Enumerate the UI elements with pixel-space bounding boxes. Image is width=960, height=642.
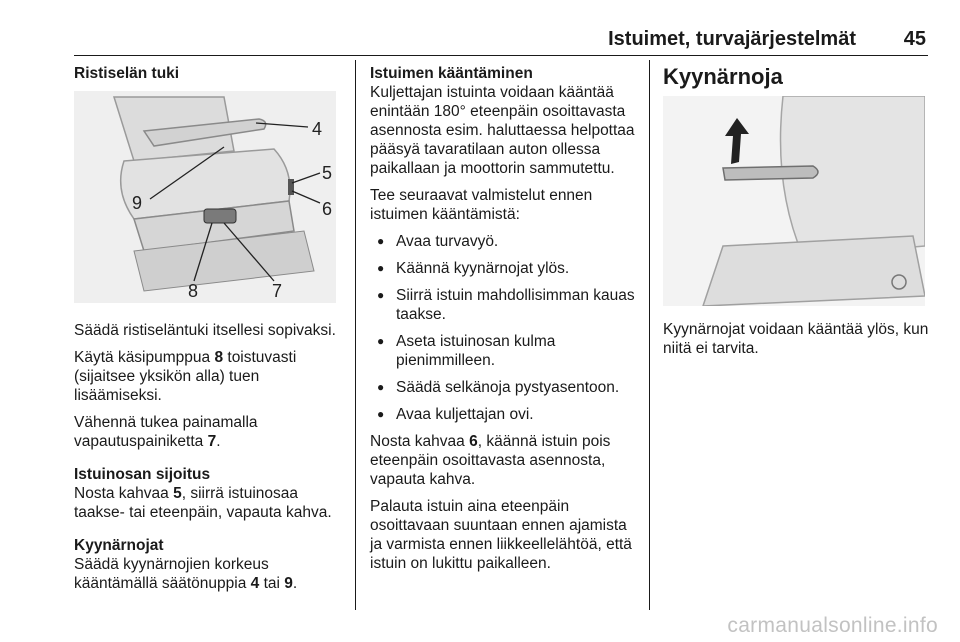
list-item: ● Siirrä istuin mahdollisimman kauas taakse. bbox=[370, 286, 638, 324]
ref-number-5: 5 bbox=[173, 485, 182, 502]
page-number: 45 bbox=[903, 28, 926, 50]
figure-label-5: 5 bbox=[322, 163, 333, 183]
seat-lumbar-figure bbox=[74, 91, 336, 303]
figure-label-9: 9 bbox=[132, 193, 143, 213]
armrest-text: Kyynärnojat voidaan kääntää ylös, kun niitä ei tarvita. bbox=[663, 321, 929, 357]
lumbar-pump bbox=[204, 209, 236, 223]
seat-handle bbox=[288, 179, 294, 195]
column-divider-2 bbox=[649, 60, 650, 610]
list-item: ● Käännä kyynärnojat ylös. bbox=[370, 259, 638, 278]
watermark: carmanualsonline.info bbox=[727, 614, 938, 637]
seat-rotation-heading: Istuimen kääntäminen bbox=[370, 65, 533, 82]
figure-label-7: 7 bbox=[272, 281, 283, 301]
armrest-heading: Kyynärnoja bbox=[663, 64, 783, 89]
text-span: Vähennä tukea painamalla vapautuspainiketta bbox=[74, 414, 258, 450]
ref-number-7: 7 bbox=[207, 433, 217, 450]
column-3 bbox=[663, 64, 931, 366]
seat-rotation-text-1: Kuljettajan istuinta voidaan kääntää enintään 180° eteenpäin osoittavasta asennosta esim. haluttaessa helpottaa pääsyä tavaratilaan auton ollessa paikallaan ja moottorin sammutettu. bbox=[370, 84, 635, 177]
ref-number-6: 6 bbox=[469, 433, 478, 450]
list-item: ● Aseta istuinosan kulma pienimmilleen. bbox=[370, 332, 638, 370]
armrest-figure bbox=[663, 96, 925, 306]
text-span: toistuvasti (sijaitsee yksikön alla) tuen lisäämiseksi. bbox=[74, 349, 297, 404]
seat-rotation-text-3 bbox=[370, 432, 638, 489]
text-span: . bbox=[292, 575, 298, 592]
text-span: Käytä käsipumppua bbox=[74, 349, 215, 366]
armrest bbox=[723, 166, 818, 180]
preparation-list bbox=[370, 232, 638, 424]
text-span: Nosta kahvaa bbox=[74, 485, 174, 502]
text-span: , käännä istuin pois eteenpäin osoittavasta asennosta, vapauta kahva. bbox=[370, 433, 611, 488]
armrests-heading: Kyynärnojat bbox=[74, 537, 164, 554]
lumbar-text-1: Säädä ristiseläntuki itsellesi sopivaksi. bbox=[74, 322, 336, 339]
text-span: Säädä kyynärnojien korkeus kääntämällä säätönuppia bbox=[74, 556, 269, 592]
page-header bbox=[74, 26, 928, 54]
figure-label-8: 8 bbox=[188, 281, 199, 301]
lumbar-text-2 bbox=[74, 348, 342, 405]
seat-rotation-text-4: Palauta istuin aina eteenpäin osoittavaan suuntaan ennen ajamista ja varmista ennen liikkeellelähtöä, että istuin on lukittu paikalleen. bbox=[370, 498, 632, 572]
list-item: ● Avaa turvavyö. bbox=[370, 232, 638, 251]
column-1 bbox=[74, 64, 342, 601]
column-2 bbox=[370, 64, 638, 581]
text-span: . bbox=[216, 433, 221, 450]
ref-number-8: 8 bbox=[214, 349, 224, 366]
lumbar-text-3 bbox=[74, 413, 342, 451]
figure-label-4: 4 bbox=[312, 119, 323, 139]
column-divider-1 bbox=[355, 60, 356, 610]
ref-number-4: 4 bbox=[250, 575, 260, 592]
header-rule bbox=[74, 55, 928, 56]
ref-number-9: 9 bbox=[284, 575, 293, 592]
armrests-text bbox=[74, 555, 342, 593]
seat-position-section bbox=[74, 465, 342, 522]
text-span: tai bbox=[259, 575, 285, 592]
armrests-section bbox=[74, 536, 342, 593]
lumbar-support-heading: Ristiselän tuki bbox=[74, 65, 180, 82]
seat-position-text bbox=[74, 484, 342, 522]
text-span: , siirrä istuinosaa taakse- tai eteenpäin, vapauta kahva. bbox=[74, 485, 332, 521]
seat-position-heading: Istuinosan sijoitus bbox=[74, 466, 211, 483]
seat-cushion bbox=[703, 236, 925, 306]
list-item: ● Avaa kuljettajan ovi. bbox=[370, 405, 638, 424]
chapter-title: Istuimet, turvajärjestelmät bbox=[608, 28, 856, 50]
figure-label-6: 6 bbox=[322, 199, 333, 219]
text-span: Nosta kahvaa bbox=[370, 433, 470, 450]
seat-rotation-text-2: Tee seuraavat valmistelut ennen istuimen kääntämistä: bbox=[370, 187, 593, 223]
list-item: ● Säädä selkänoja pystyasentoon. bbox=[370, 378, 638, 397]
